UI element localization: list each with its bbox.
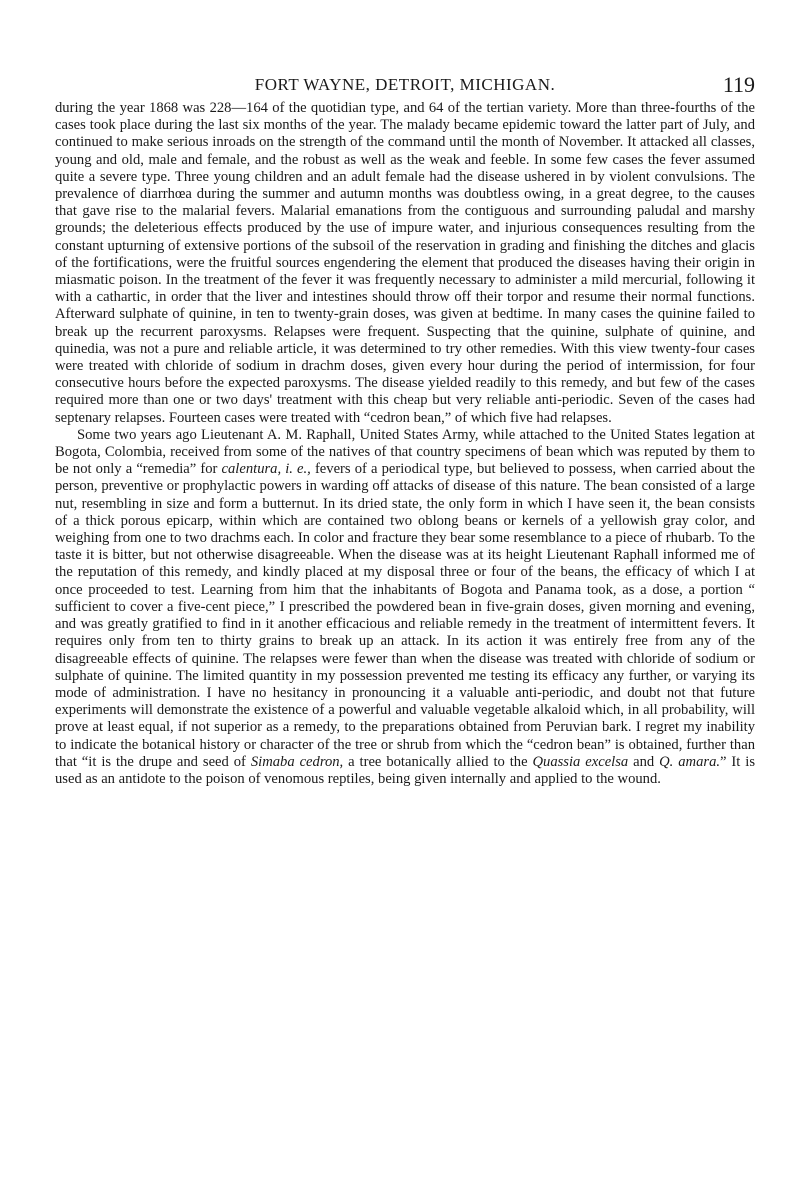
body-text — [55, 100, 755, 788]
italic-term: calentura, i. e., — [221, 461, 311, 478]
paragraph-text: fevers of a periodical type, but believed to possess, when carried about the person, preventive or prophylactic powers in warding off attacks of disease of this nature. The bean consisted of a large nut, resembling in size and form a butternut. In its dried state, the only form in which I have seen it, the bean consists of a thick porous epicarp, within which are contained two oblong beans or kernels of a yellowish gray color, and weighing from one to two drachms each. In color and fracture they bear some resemblance to a piece of rhubarb. To the taste it is bitter, but not otherwise disagreeable. When the disease was at its height Lieutenant Raphall informed me of the reputation of this remedy, and kindly placed at my disposal three or four of the beans, the efficacy of which I at once proceeded to test. Learning from him that the inhabitants of Bogota and Panama took, as a dose, a portion “ sufficient to cover a five-cent piece,” I prescribed the powdered bean in five-grain doses, given morning and evening, and was greatly gratified to find in it another efficacious and reliable remedy in the treatment of intermittent fevers. It requires only from ten to thirty grains to break up an attack. In its action it was entirely free from any of the disagreeable effects of quinine. The relapses were fewer than when the disease was treated with chloride of sodium or sulphate of quinine. The limited quantity in my possession prevented me testing its efficacy any further, or varying its mode of administration. I have no hesitancy in pronouncing it a valuable anti-periodic, and doubt not that future experiments will demonstrate the existence of a powerful and valuable vegetable alkaloid which, in all probability, will prove at least equal, if not superior as a remedy, to the preparations obtained from Peruvian bark. I regret my inability to indicate the botanical history or character of the tree or shrub from which the “cedron bean” is obtained, further than that “it is the drupe and seed of — [55, 461, 756, 770]
paragraph-malaria — [55, 100, 755, 427]
paragraph-text: and — [628, 753, 660, 770]
paragraph-text: Some two years ago Lieutenant A. M. Raphall, United States Army, while attached to the United States legation at Bogota, Colombia, received from some of the natives of that country specimens of bean which was reputed by them to be not only a “remedia” for — [55, 426, 755, 478]
paragraph-text: during the year 1868 was 228—164 of the quotidian type, and 64 of the tertian variety. More than three-fourths of the cases took place during the last six months of the year. The malady became epidemic toward the latter part of July, and continued to make serious inroads on the strength of the command until the month of November. It attacked all classes, young and old, male and female, and the robust as well as the weak and feeble. In some few cases the fever assumed quite a severe type. Three young children and an adult female had the disease ushered in by violent convulsions. The prevalence of diarrhœa during the summer and autumn months was doubtless owing, in a great degree, to the causes that gave rise to the malarial fevers. Malarial emanations from the contiguous and surrounding paludal and marshy grounds; the deleterious effects produced by the use of impure water, and injurious consequences resulting from the constant upturning of extensive portions of the subsoil of the reservation in grading and finishing the ditches and glacis of the fortifications, were the fruitful sources engendering the element that produced the diseases having their origin in miasmatic poison. In the treatment of the fever it was frequently necessary to administer a mild mercurial, following it with a cathartic, in order that the liver and intestines should throw off their torpor and resume their normal functions. Afterward sulphate of quinine, in ten to twenty-grain doses, was given at bedtime. In many cases the quinine failed to break up the recurrent paroxysms. Relapses were frequent. Suspecting that the quinine, sulphate of quinine, and quinedia, was not a pure and reliable article, it was determined to try other remedies. With this view twenty-four cases were treated with chloride of sodium in drachm doses, given every hour during the period of intermission, for four consecutive hours before the expected paroxysms. The disease yielded readily to this remedy, and but few of the cases required more than one or two days' treatment with this cheap but very reliable anti-periodic. Seven of the cases had septenary relapses. Fourteen cases were treated with “cedron bean,” of which five had relapses. — [55, 100, 755, 426]
running-head — [55, 72, 755, 98]
page-number: 119 — [722, 72, 755, 97]
paragraph-text: a tree botanically allied to the — [343, 753, 533, 770]
paragraph-cedron-bean — [55, 427, 755, 788]
paragraph-text: ” It is used as an antidote to the poison of venomous reptiles, being given internally and applied to the wound. — [55, 753, 755, 787]
running-title: FORT WAYNE, DETROIT, MICHIGAN. — [254, 75, 556, 94]
italic-term: Simaba cedron, — [250, 753, 344, 770]
italic-term: Quassia excelsa — [532, 753, 629, 770]
italic-term: Q. amara. — [659, 753, 721, 770]
